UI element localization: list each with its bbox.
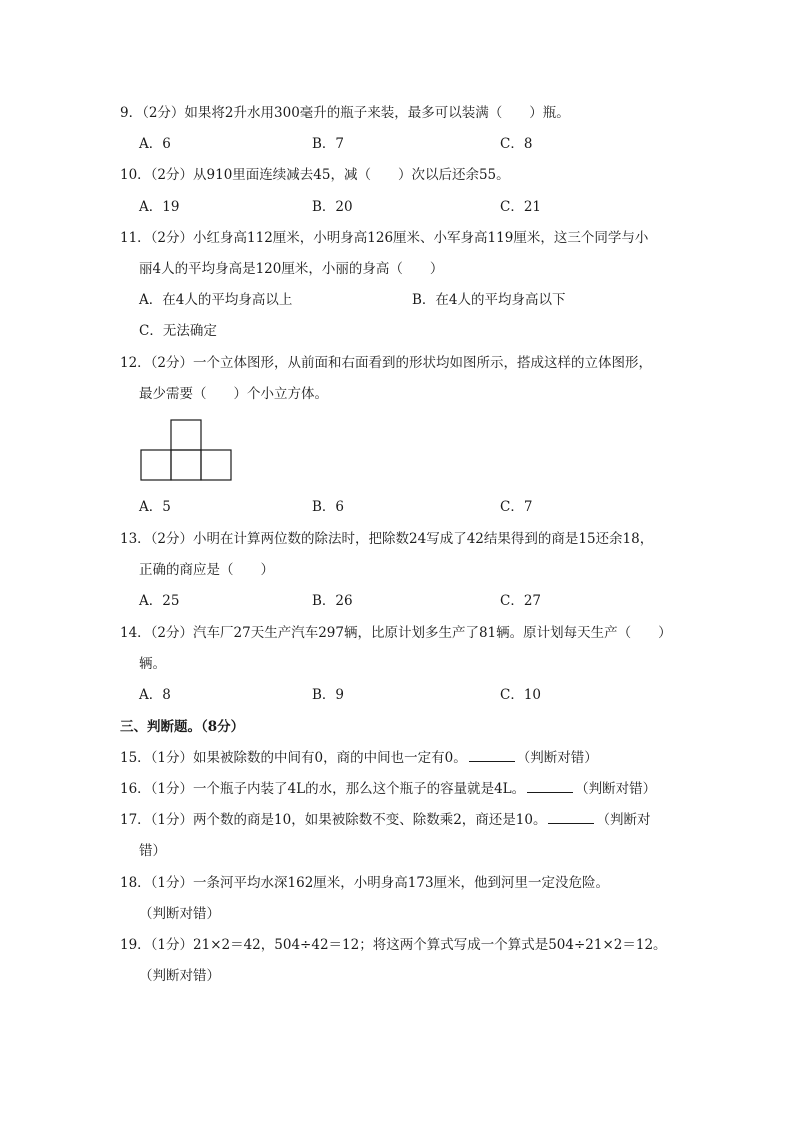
question-9-option-c: C．8: [500, 136, 533, 152]
section-3-title: 三、判断题。（8分）: [120, 719, 245, 735]
question-13-stem-line1: 13．（2分）小明在计算两位数的除法时，把除数24写成了42结果得到的商是15还余18，: [120, 531, 654, 547]
question-18-stem: 18．（1分）一条河平均水深162厘米，小明身高173厘米，他到河里一定没危险。: [120, 875, 610, 891]
question-19-tail: （判断对错）: [139, 968, 220, 984]
question-13-option-c: C．27: [500, 593, 542, 609]
question-10-option-c: C．21: [500, 199, 542, 215]
question-10-option-b: B．20: [312, 199, 353, 215]
question-12-option-a: A．5: [139, 499, 171, 515]
question-14-option-b: B．9: [312, 687, 345, 703]
figure-square-bottom-left: [141, 450, 171, 480]
question-11-option-a: A．在4人的平均身高以上: [139, 292, 293, 308]
figure-square-bottom-right: [201, 450, 231, 480]
question-14-option-a: A．8: [139, 687, 171, 703]
question-18-tail: （判断对错）: [139, 906, 220, 922]
question-12-option-b: B．6: [312, 499, 345, 515]
answer-blank[interactable]: [469, 749, 515, 762]
cube-view-figure: [140, 419, 232, 481]
question-17-line: [120, 811, 650, 829]
figure-square-top: [171, 420, 201, 450]
question-10-stem: 10．（2分）从910里面连续减去45，减（ ）次以后还余55。: [120, 167, 510, 183]
question-12-option-c: C．7: [500, 499, 533, 515]
question-17-tail-line2: 错）: [139, 843, 166, 859]
figure-square-bottom-middle: [171, 450, 201, 480]
question-15-line: [120, 749, 598, 767]
question-17-stem: 17．（1分）两个数的商是10，如果被除数不变、除数乘2，商还是10。: [120, 812, 547, 828]
question-13-stem-line2: 正确的商应是（ ）: [139, 562, 274, 578]
answer-blank[interactable]: [548, 811, 594, 824]
question-10-option-a: A．19: [139, 199, 180, 215]
question-14-stem-line1: 14．（2分）汽车厂27天生产汽车297辆，比原计划多生产了81辆。原计划每天生产（ ）: [120, 625, 672, 641]
question-16-line: [120, 780, 656, 798]
question-18-line2: [139, 905, 220, 923]
question-13-option-a: A．25: [139, 593, 180, 609]
question-16-tail: （判断对错）: [575, 781, 657, 797]
question-14-stem-line2: 辆。: [139, 656, 166, 672]
question-9-option-a: A．6: [139, 136, 171, 152]
question-16-stem: 16．（1分）一个瓶子内装了4L的水，那么这个瓶子的容量就是4L。: [120, 781, 526, 797]
question-15-stem: 15．（1分）如果被除数的中间有0，商的中间也一定有0。: [120, 750, 467, 766]
question-11-option-b: B．在4人的平均身高以下: [412, 292, 566, 308]
question-15-tail: （判断对错）: [516, 750, 598, 766]
question-11-stem-line2: 丽4人的平均身高是120厘米，小丽的身高（ ）: [139, 261, 444, 277]
answer-blank[interactable]: [527, 780, 573, 793]
question-17-tail: （判断对: [596, 812, 651, 828]
question-14-option-c: C．10: [500, 687, 542, 703]
question-12-stem-line2: 最少需要（ ）个小立方体。: [139, 386, 328, 402]
question-11-option-c: C．无法确定: [139, 323, 217, 339]
question-13-option-b: B．26: [312, 593, 353, 609]
question-9-option-b: B．7: [312, 136, 345, 152]
question-19-stem: 19．（1分）21×2＝42，504÷42＝12；将这两个算式写成一个算式是504÷21×2＝12。: [120, 937, 667, 953]
question-12-stem-line1: 12．（2分）一个立体图形，从前面和右面看到的形状均如图所示，搭成这样的立体图形，: [120, 355, 653, 371]
question-11-stem-line1: 11．（2分）小红身高112厘米，小明身高126厘米、小军身高119厘米，这三个同学与小: [120, 230, 649, 246]
question-9-stem: 9．（2分）如果将2升水用300毫升的瓶子来装，最多可以装满（ ）瓶。: [120, 105, 570, 121]
